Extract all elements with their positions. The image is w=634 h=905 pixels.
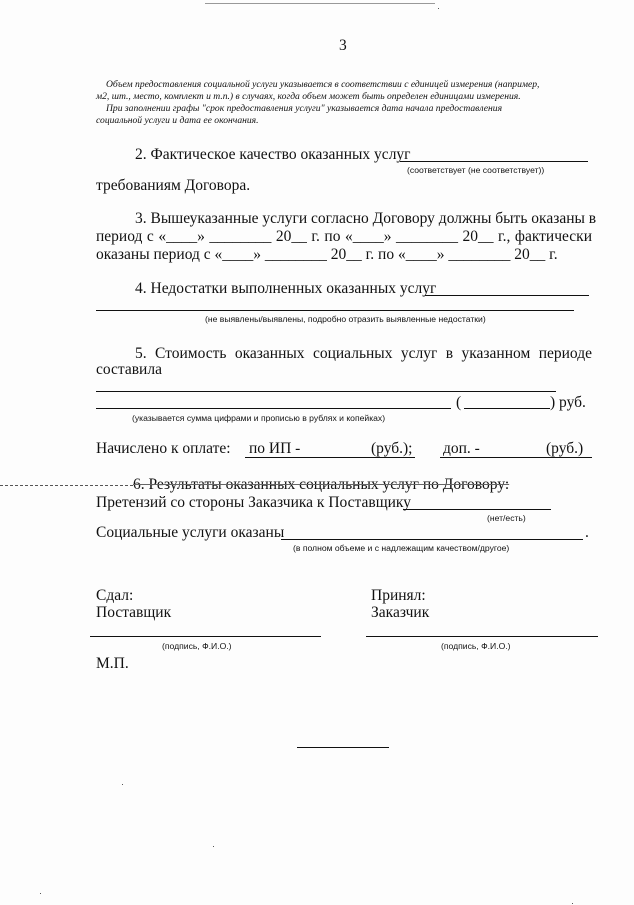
section-5-line-2: составила: [96, 361, 162, 378]
signature-left-hint: (подпись, Ф.И.О.): [162, 641, 232, 651]
cost-field-2[interactable]: [96, 408, 451, 409]
cost-amount-field[interactable]: [464, 408, 550, 409]
scan-speck: [122, 784, 123, 785]
provided-field[interactable]: [281, 539, 583, 540]
scan-speck: [438, 8, 439, 9]
cost-hint: (указывается сумма цифрами и прописью в рублях и копейках): [132, 413, 386, 423]
charged-dop: доп. -: [443, 440, 480, 457]
defects-hint: (не выявлены/выявлены, подробно отразить выявленные недостатки): [205, 314, 486, 324]
signature-left-role: Поставщик: [96, 604, 172, 621]
scan-speck: [40, 893, 41, 894]
provided-end: .: [585, 524, 589, 541]
cost-rub-label: ) руб.: [550, 394, 586, 411]
cost-field-1[interactable]: [96, 391, 556, 392]
section-3-line-3: оказаны период с «____» ________ 20__ г. по «____» ________ 20__ г.: [96, 246, 558, 263]
bottom-separator: [297, 747, 389, 748]
claims-field[interactable]: [403, 509, 551, 510]
stamp-placeholder: М.П.: [96, 655, 129, 672]
scan-speck: [572, 903, 573, 904]
defects-field-2[interactable]: [96, 310, 574, 311]
page-number: 3: [339, 37, 347, 54]
footnote-line-3: При заполнении графы "срок предоставления услуги" указывается дата начала предоставления: [106, 103, 503, 114]
claims-hint: (нет/есть): [487, 513, 526, 523]
signature-right-hint: (подпись, Ф.И.О.): [441, 641, 511, 651]
signature-right-heading: Принял:: [371, 587, 426, 604]
claims-text: Претензий со стороны Заказчика к Поставщику: [96, 494, 411, 511]
scan-dash-artifact: [0, 485, 133, 486]
signature-left-heading: Сдал:: [96, 587, 134, 604]
charged-ip: по ИП -: [249, 440, 301, 457]
scan-speck: [213, 846, 214, 847]
signature-left-field[interactable]: [90, 636, 321, 637]
provided-hint: (в полном объеме и с надлежащим качеством/другое): [293, 543, 510, 553]
section-5-line-1: 5. Стоимость оказанных социальных услуг в указанном периоде: [135, 345, 592, 362]
charged-label: Начислено к оплате:: [96, 440, 231, 457]
defects-field-1[interactable]: [425, 295, 589, 296]
footnote-line-1: Объем предоставления социальной услуги указывается в соответствии с единицей измерения (например,: [106, 79, 540, 90]
charged-rub-1: (руб.);: [371, 440, 413, 457]
top-border-line: [205, 3, 435, 4]
quality-field[interactable]: [400, 161, 588, 162]
section-3-line-2: период с «____» ________ 20__ г. по «____» ________ 20__ г., фактически: [96, 228, 592, 245]
quality-hint: (соответствует (не соответствует)): [407, 165, 545, 175]
footnote-line-4: социальной услуги и дата ее окончания.: [96, 115, 259, 126]
section-2-text: 2. Фактическое качество оказанных услуг: [135, 146, 411, 163]
section-4-text: 4. Недостатки выполненных оказанных услуг: [135, 280, 437, 297]
section-6-title: 6. Результаты оказанных социальных услуг по Договору:: [133, 476, 510, 493]
footnote-line-2: м2, шт., место, комплект и т.п.) в случаях, когда объем может быть определен единицами измерения.: [96, 91, 521, 102]
provided-text: Социальные услуги оказаны: [96, 524, 285, 541]
charged-dop-field[interactable]: [440, 457, 592, 458]
charged-ip-field[interactable]: [245, 457, 415, 458]
cost-paren-open: (: [456, 394, 462, 411]
section-2-continuation: требованиям Договора.: [96, 177, 251, 194]
section-3-line-1: 3. Вышеуказанные услуги согласно Договору должны быть оказаны в: [135, 210, 597, 227]
signature-right-role: Заказчик: [371, 604, 430, 621]
charged-rub-2: (руб.): [546, 440, 584, 457]
signature-right-field[interactable]: [366, 636, 598, 637]
